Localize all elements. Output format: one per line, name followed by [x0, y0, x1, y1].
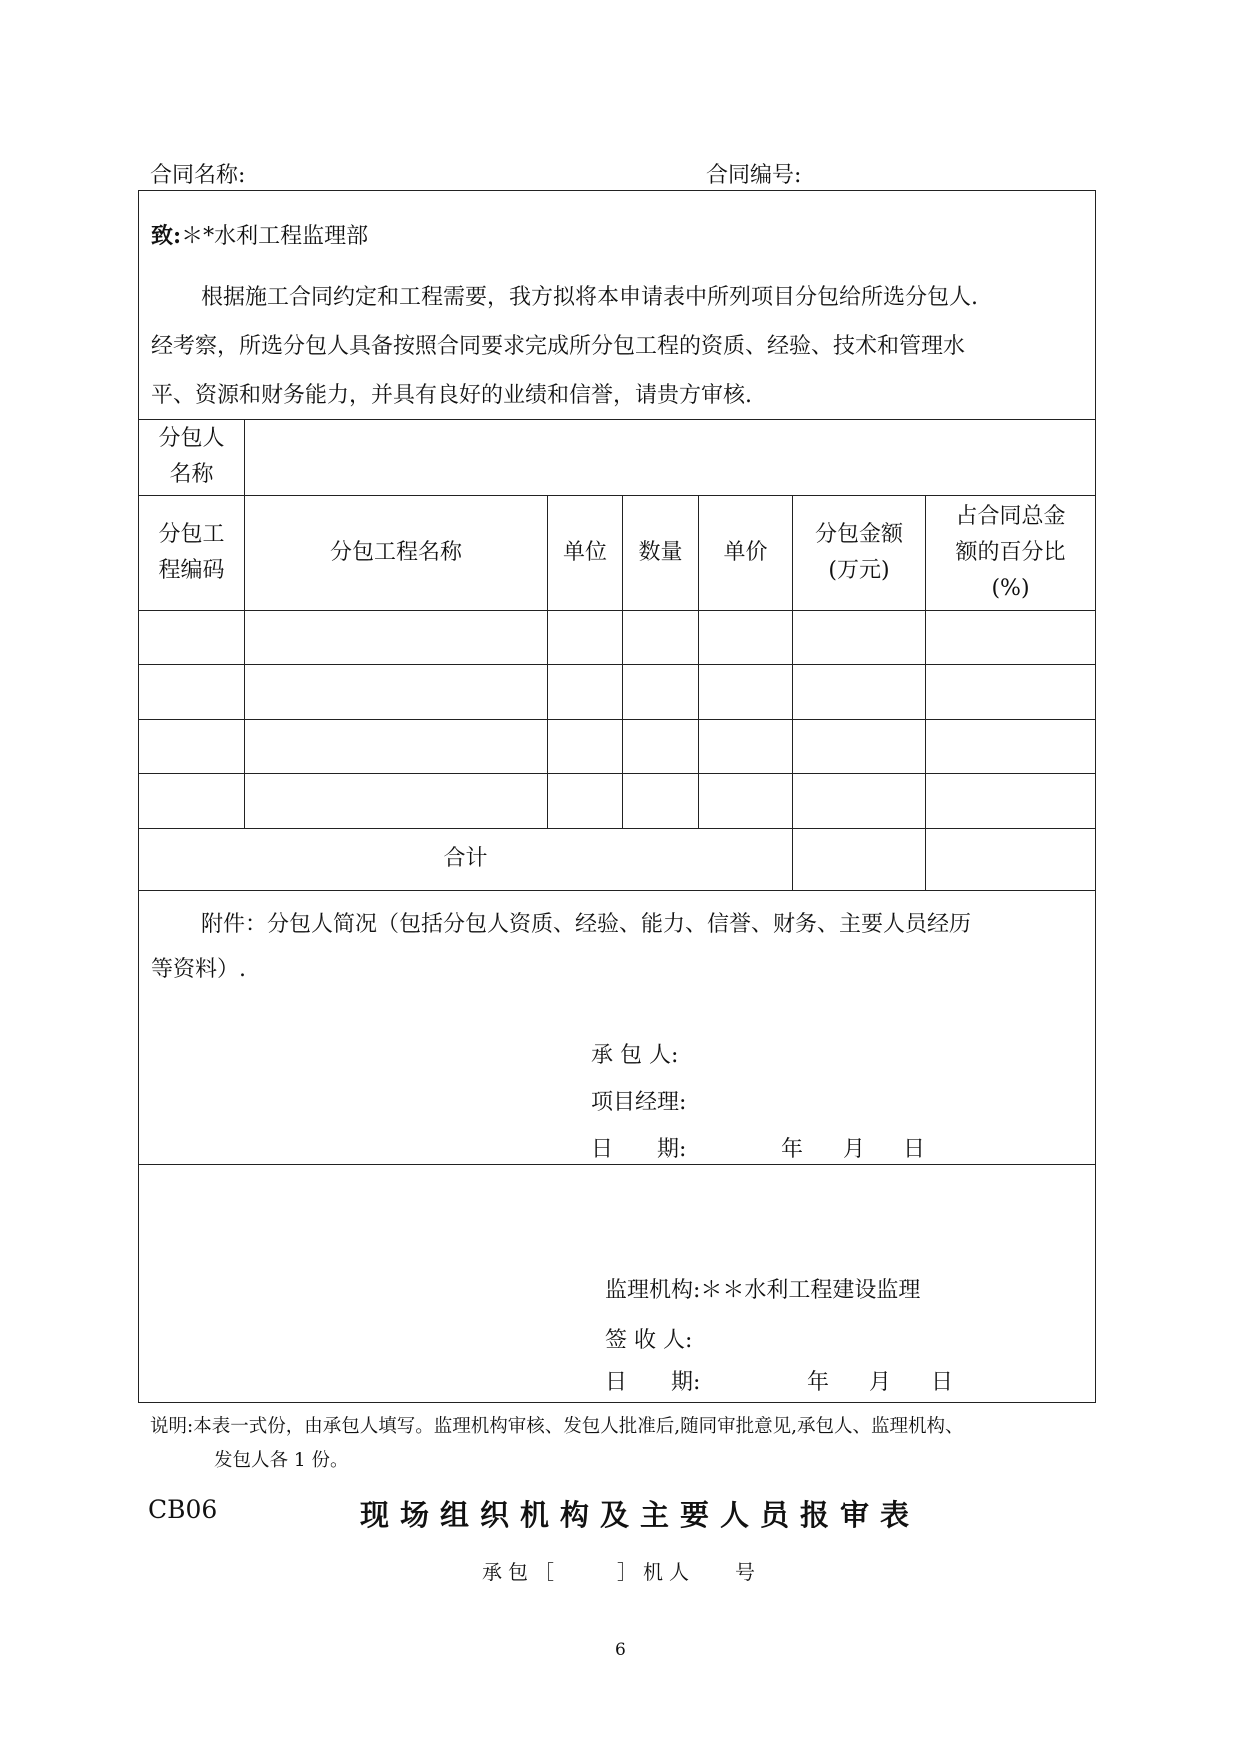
cell-name[interactable]	[245, 665, 547, 719]
next-form-subtitle-2: ］机人	[617, 1560, 695, 1584]
letter-line-1: 根据施工合同约定和工程需要，我方拟将本申请表中所列项目分包给所选分包人.	[201, 285, 978, 310]
note-line-1: 说明:本表一式份，由承包人填写。监理机构审核、发包人批准后,随同审批意见,承包人、监理机构、	[150, 1416, 964, 1437]
contractor-date-month: 月	[843, 1137, 866, 1162]
supervisor-org	[605, 1280, 920, 1302]
contractor-date-day: 日	[903, 1137, 926, 1162]
subcontractor-name-label: 分包人 名称	[158, 426, 225, 487]
letter-line-3: 平、资源和财务能力，并具有良好的业绩和信誉，请贵方审核.	[151, 383, 752, 408]
letter-line-2: 经考察，所选分包人具备按照合同要求完成所分包工程的资质、经验、技术和管理水	[151, 334, 966, 359]
contractor-label: 承 包 人:	[591, 1043, 679, 1068]
cell-unit-price[interactable]	[699, 610, 792, 664]
project-manager-label: 项目经理:	[591, 1090, 687, 1115]
cell-unit[interactable]	[548, 610, 622, 664]
contract-name-label: 合同名称:	[150, 163, 246, 188]
cell-amount[interactable]	[793, 720, 925, 774]
cell-percent[interactable]	[926, 774, 1095, 828]
cell-quantity[interactable]	[623, 610, 698, 664]
attachment-line-2: 等资料）.	[151, 957, 246, 982]
supervisor-org-value: ＊＊水利工程建设监理	[700, 1278, 921, 1303]
cell-unit-price[interactable]	[699, 720, 792, 774]
supervisor-date-label: 日 期:	[605, 1370, 701, 1395]
cell-code[interactable]	[139, 665, 244, 719]
cell-percent[interactable]	[926, 720, 1095, 774]
cell-amount[interactable]	[793, 610, 925, 664]
contractor-date-label: 日 期:	[591, 1137, 687, 1162]
subcontractor-name-field[interactable]	[245, 419, 1095, 495]
cell-quantity[interactable]	[623, 720, 698, 774]
cell-quantity[interactable]	[623, 665, 698, 719]
cell-name[interactable]	[245, 610, 547, 664]
supervisor-date-month: 月	[869, 1370, 892, 1395]
supervisor-org-label: 监理机构:	[605, 1278, 701, 1303]
form-code: CB06	[148, 1495, 218, 1524]
cell-amount[interactable]	[793, 774, 925, 828]
attachment-line-1: 附件：分包人简况（包括分包人资质、经验、能力、信誉、财务、主要人员经历	[201, 912, 972, 937]
application-form	[138, 190, 1096, 1403]
col-header-quantity: 数量	[638, 539, 683, 565]
receiver-label: 签 收 人:	[605, 1328, 693, 1353]
col-header-unit: 单位	[562, 539, 607, 565]
contractor-date-year: 年	[781, 1137, 804, 1162]
page-number: 6	[615, 1640, 626, 1660]
cell-name[interactable]	[245, 774, 547, 828]
total-percent-field[interactable]	[926, 828, 1095, 890]
divider	[139, 890, 1095, 891]
cell-amount[interactable]	[793, 665, 925, 719]
addressee	[151, 225, 368, 248]
next-form-subtitle-3: 号	[735, 1560, 755, 1584]
next-form-subtitle-1: 承包［	[482, 1560, 560, 1584]
cell-percent[interactable]	[926, 610, 1095, 664]
cell-code[interactable]	[139, 610, 244, 664]
contract-number-label: 合同编号:	[706, 163, 802, 188]
cell-unit-price[interactable]	[699, 665, 792, 719]
note-line-2: 发包人各 1 份。	[214, 1450, 349, 1471]
next-form-title: 现场组织机构及主要人员报审表	[360, 1498, 921, 1532]
cell-unit[interactable]	[548, 665, 622, 719]
cell-unit[interactable]	[548, 774, 622, 828]
divider	[139, 1164, 1095, 1165]
cell-code[interactable]	[139, 774, 244, 828]
supervisor-date-year: 年	[807, 1370, 830, 1395]
col-header-name: 分包工程名称	[329, 539, 462, 565]
cell-percent[interactable]	[926, 665, 1095, 719]
cell-code[interactable]	[139, 720, 244, 774]
to-prefix: 致:	[151, 223, 182, 249]
cell-name[interactable]	[245, 720, 547, 774]
total-amount-field[interactable]	[793, 828, 925, 890]
col-header-amount: 分包金额 (万元)	[814, 521, 903, 583]
supervisor-date-day: 日	[931, 1370, 954, 1395]
to-recipient: ＊*水利工程监理部	[181, 224, 369, 249]
col-header-unit-price: 单价	[723, 539, 768, 565]
cell-quantity[interactable]	[623, 774, 698, 828]
col-header-percent: 占合同总金 额的百分比 (%)	[955, 503, 1066, 601]
col-header-code: 分包工 程编码	[158, 521, 225, 583]
cell-unit-price[interactable]	[699, 774, 792, 828]
cell-unit[interactable]	[548, 720, 622, 774]
total-label: 合计	[443, 846, 488, 871]
